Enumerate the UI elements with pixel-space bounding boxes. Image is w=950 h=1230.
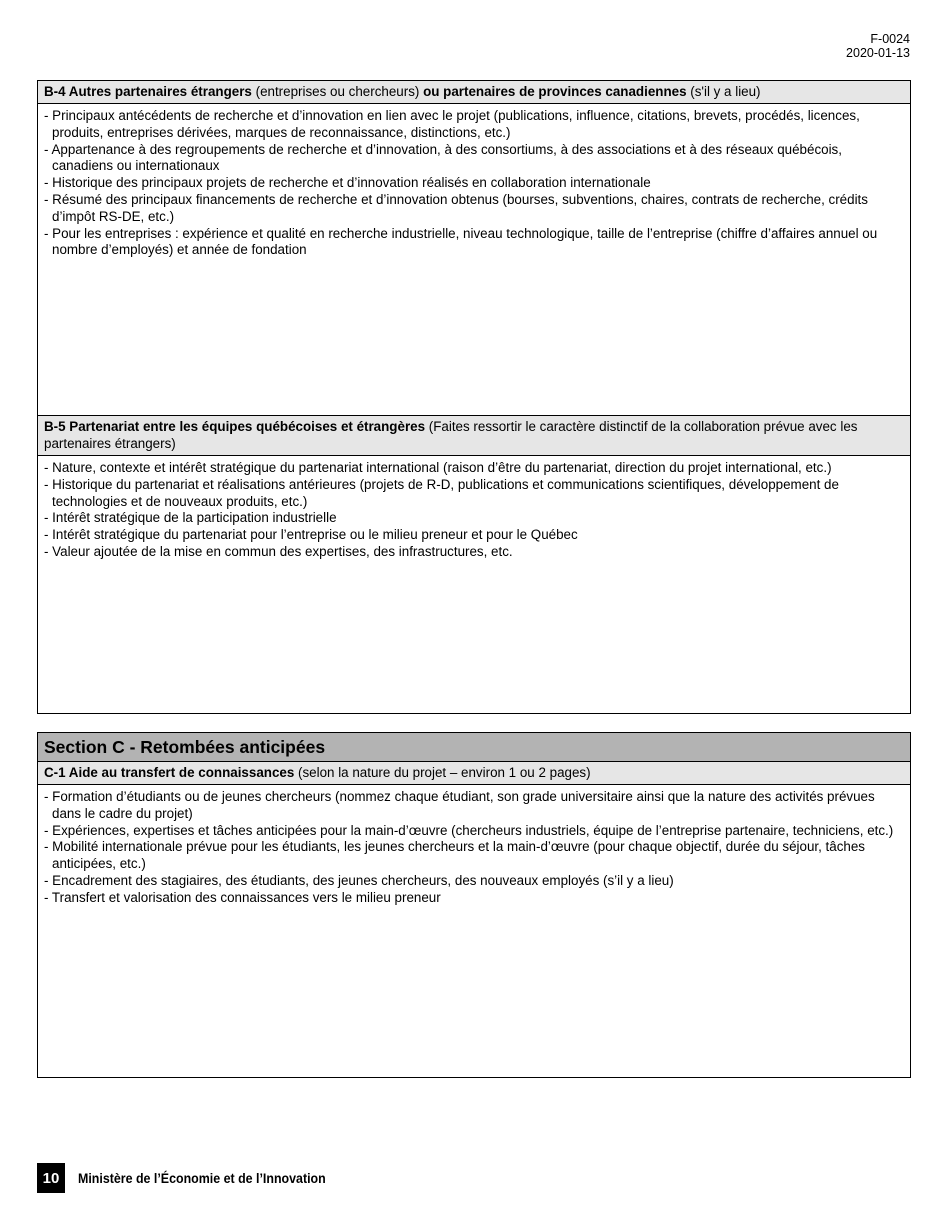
b4-title-normal-2: (s'il y a lieu)	[686, 84, 761, 99]
section-c-title: Section C - Retombées anticipées	[38, 733, 910, 762]
b5-guideline-list	[38, 456, 910, 561]
section-b5-box	[37, 415, 911, 714]
list-item: - Intérêt stratégique de la participation industrielle	[44, 510, 337, 526]
page-number: 10	[37, 1163, 65, 1193]
form-date: 2020-01-13	[846, 46, 910, 60]
list-item: - Intérêt stratégique du partenariat pour l’entreprise ou le milieu preneur et pour le Québec	[44, 527, 578, 543]
b4-title-bold-2: ou partenaires de provinces canadiennes	[423, 84, 687, 99]
b4-title-bold-1: B-4 Autres partenaires étrangers	[44, 84, 252, 99]
c1-title-normal: (selon la nature du projet – environ 1 ou 2 pages)	[294, 765, 591, 780]
list-item: - Valeur ajoutée de la mise en commun des expertises, des infrastructures, etc.	[44, 543, 513, 559]
list-item: - Historique du partenariat et réalisations antérieures (projets de R-D, publications et communications scientifiques, développement de technologies et de nouveaux produits, etc.)	[44, 476, 839, 509]
list-item: - Expériences, expertises et tâches anticipées pour la main-d’œuvre (chercheurs industriels, équipe de l’entreprise partenaire, techniciens, etc.)	[44, 822, 894, 838]
list-item: - Résumé des principaux financements de recherche et d’innovation obtenus (bourses, subventions, chaires, contrats de recherche, crédits d’impôt RS-DE, etc.)	[44, 191, 868, 224]
list-item: - Nature, contexte et intérêt stratégique du partenariat international (raison d’être du partenariat, direction du projet international, etc.)	[44, 460, 832, 475]
c1-guideline-list	[38, 785, 910, 907]
section-b5-header	[38, 416, 910, 456]
page-footer	[37, 1163, 353, 1193]
list-item: - Mobilité internationale prévue pour les étudiants, les jeunes chercheurs et la main-d’œuvre (pour chaque objectif, durée du séjour, tâches anticipées, etc.)	[44, 839, 866, 872]
list-item: - Transfert et valorisation des connaissances vers le milieu preneur	[44, 889, 441, 905]
b5-title-normal: (Faites ressortir le caractère distinctif de la collaboration prévue avec les partenaires étrangers)	[44, 419, 858, 451]
list-item: - Appartenance à des regroupements de recherche et d’innovation, à des consortiums, à des associations et à des réseaux québécois, canadiens ou internationaux	[44, 141, 842, 174]
section-c-box	[37, 732, 911, 1078]
list-item: - Formation d’étudiants ou de jeunes chercheurs (nommez chaque étudiant, son grade universitaire ainsi que la nature des activités prévues dans le cadre du projet)	[44, 789, 875, 821]
form-code	[846, 32, 910, 60]
b4-title-normal-1: (entreprises ou chercheurs)	[251, 84, 424, 99]
c1-title-bold: C-1 Aide au transfert de connaissances	[44, 765, 295, 780]
section-b4-box	[37, 80, 911, 416]
list-item: - Pour les entreprises : expérience et qualité en recherche industrielle, niveau technologique, taille de l’entreprise (chiffre d’affaires annuel ou nombre d’employés) et année de fondation	[44, 225, 878, 258]
list-item: - Principaux antécédents de recherche et d’innovation en lien avec le projet (publications, influence, citations, brevets, procédés, licences, produits, entreprises dérivées, marques de reconnaissance, distinctions, etc.)	[44, 108, 860, 140]
b5-title-bold: B-5 Partenariat entre les équipes québécoises et étrangères	[44, 419, 426, 434]
list-item: - Historique des principaux projets de recherche et d’innovation réalisés en collaboration internationale	[44, 175, 651, 191]
form-number: F-0024	[870, 32, 910, 46]
list-item: - Encadrement des stagiaires, des étudiants, des jeunes chercheurs, des nouveaux employés (s’il y a lieu)	[44, 872, 674, 888]
section-b4-header	[38, 81, 910, 104]
ministry-name: Ministère de l’Économie et de l’Innovation	[78, 1170, 326, 1186]
b4-guideline-list	[38, 104, 910, 259]
section-c1-header	[38, 762, 910, 785]
